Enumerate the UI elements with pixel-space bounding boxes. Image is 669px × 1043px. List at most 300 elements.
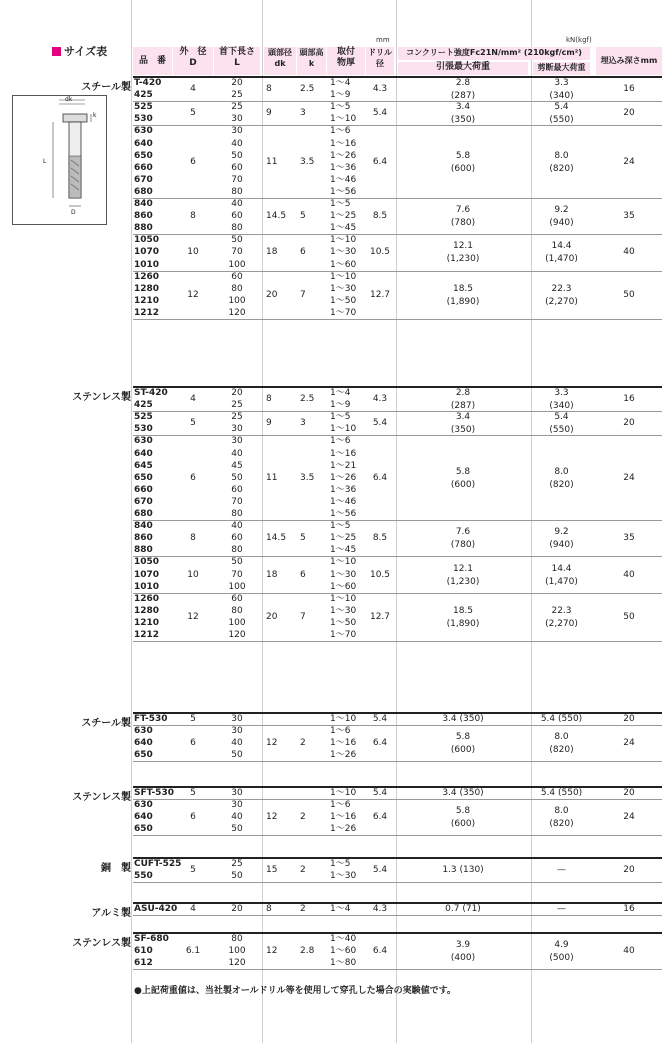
shear-value: 8.0	[554, 150, 569, 161]
length-value: 70	[231, 174, 243, 185]
section-end-rule	[133, 915, 662, 916]
tension-value: 5.8	[455, 466, 471, 477]
length-value: 25	[231, 90, 243, 101]
length-value: 70	[231, 496, 243, 507]
plate-thickness: 1〜30	[330, 871, 357, 882]
length-value: 80	[231, 223, 243, 234]
head-dia-value: 15	[266, 865, 278, 876]
tension-value: 7.6	[455, 527, 471, 538]
part-number: 670	[134, 496, 153, 507]
length-value: 25	[231, 859, 243, 869]
tension-value: 3.4	[455, 102, 471, 113]
plate-thickness: 1〜10	[330, 714, 357, 724]
length-value: 30	[231, 800, 243, 811]
length-value: 80	[231, 509, 243, 519]
plate-thickness: 1〜46	[330, 496, 357, 507]
shear-kgf: (550)	[549, 115, 574, 126]
length-value: 70	[231, 247, 243, 258]
head-height-value: 7	[300, 611, 306, 622]
section-rule	[133, 857, 662, 859]
plate-thickness: 1〜16	[330, 448, 357, 459]
head-dia-value: 12	[266, 946, 278, 957]
part-number: 630	[134, 436, 153, 447]
drill-value: 5.4	[372, 418, 388, 429]
embed-depth: 24	[623, 472, 635, 483]
section-category: ステンレス製	[72, 792, 131, 803]
part-number: 630	[134, 726, 153, 737]
shear-kgf: (1,470)	[545, 576, 578, 587]
diameter-value: 4	[190, 394, 196, 405]
plate-thickness: 1〜50	[330, 295, 357, 306]
part-number: 650	[134, 824, 153, 835]
length-value: 45	[231, 460, 243, 471]
unit-load: kN(kgf)	[566, 36, 592, 44]
header-length: 首下長さ L	[214, 47, 260, 75]
shear-kgf: (1,470)	[545, 254, 578, 265]
length-value: 100	[228, 259, 246, 270]
page-title: サイズ表	[52, 43, 107, 59]
plate-thickness: 1〜25	[330, 533, 357, 544]
head-height-value: 3	[300, 108, 306, 119]
part-number: 660	[134, 484, 153, 495]
drill-value: 6.4	[372, 472, 388, 483]
header-drill: ドリル 径	[366, 47, 394, 75]
part-number: 650	[134, 750, 153, 761]
section-category: スチール製	[81, 718, 131, 729]
shear-value: 5.4 (550)	[540, 714, 583, 725]
plate-thickness: 1〜10	[330, 114, 357, 125]
head-height-value: 2.5	[300, 84, 315, 95]
grid-line	[396, 0, 397, 1043]
tension-value: 5.8	[455, 150, 471, 161]
length-value: 40	[231, 448, 243, 459]
plate-thickness: 1〜4	[330, 78, 351, 88]
group-rule	[133, 234, 662, 235]
shear-kgf: (940)	[549, 540, 574, 551]
embed-depth: 16	[623, 904, 635, 915]
plate-thickness: 1〜36	[330, 162, 357, 173]
tension-kgf: (780)	[450, 218, 476, 229]
head-dia-value: 11	[266, 156, 278, 167]
diameter-value: 4	[190, 84, 196, 95]
head-dia-value: 14.5	[266, 533, 287, 544]
diameter-value: 4	[190, 904, 196, 915]
length-value: 30	[231, 114, 243, 125]
part-number: ASU-420	[134, 904, 178, 914]
part-number: 1050	[134, 235, 160, 246]
diameter-value: 6	[190, 472, 196, 483]
head-height-value: 2.5	[300, 394, 315, 405]
head-dia-value: 18	[266, 569, 278, 580]
length-value: 40	[231, 138, 243, 149]
section-category: アルミ製	[91, 908, 131, 919]
shear-kgf: (820)	[549, 163, 574, 174]
head-dia-value: 9	[266, 108, 272, 119]
length-value: 40	[231, 199, 243, 209]
section-end-rule	[133, 969, 662, 970]
shear-kgf: (940)	[549, 218, 574, 229]
group-rule	[133, 125, 662, 126]
head-dia-value: 8	[266, 394, 272, 405]
length-value: 80	[231, 545, 243, 556]
tension-value: 0.7 (71)	[445, 904, 481, 915]
header-plate: 取付 物厚	[327, 47, 365, 75]
diameter-value: 6.1	[185, 946, 201, 957]
tension-value: 18.5	[452, 283, 474, 294]
plate-thickness: 1〜6	[330, 800, 351, 811]
plate-thickness: 1〜5	[330, 199, 351, 209]
length-value: 100	[228, 295, 246, 306]
length-value: 30	[231, 126, 243, 137]
length-value: 120	[228, 630, 246, 640]
group-rule	[133, 556, 662, 557]
part-number: 640	[134, 448, 153, 459]
drill-value: 4.3	[372, 904, 388, 915]
length-value: 40	[231, 738, 243, 749]
shear-value: 22.3	[551, 605, 572, 616]
tension-value: 1.3 (130)	[442, 865, 484, 876]
part-number: 610	[134, 946, 153, 957]
header-diameter: 外 径 D	[173, 47, 213, 75]
plate-thickness: 1〜70	[330, 630, 357, 640]
part-number: 880	[134, 223, 153, 234]
part-number: 1010	[134, 259, 160, 270]
plate-thickness: 1〜4	[330, 388, 351, 398]
plate-thickness: 1〜40	[330, 934, 357, 944]
group-rule	[133, 435, 662, 436]
part-number: 1010	[134, 581, 160, 592]
head-height-value: 2	[300, 738, 306, 749]
plate-thickness: 1〜30	[330, 283, 357, 294]
plate-thickness: 1〜70	[330, 307, 357, 318]
embed-depth: 40	[623, 569, 635, 580]
embed-depth: 24	[623, 156, 635, 167]
length-value: 60	[231, 211, 243, 222]
tension-kgf: (1,230)	[446, 254, 480, 265]
part-number: 650	[134, 472, 153, 483]
part-number: 640	[134, 138, 153, 149]
part-number: 630	[134, 126, 153, 137]
embed-depth: 24	[623, 738, 635, 749]
length-value: 80	[231, 605, 243, 616]
head-height-value: 2	[300, 812, 306, 823]
part-number: 425	[134, 90, 153, 101]
length-value: 60	[231, 162, 243, 173]
length-value: 70	[231, 569, 243, 580]
head-height-value: 3	[300, 418, 306, 429]
section-category: ステンレス製	[72, 392, 131, 403]
tension-kgf: (350)	[450, 115, 476, 126]
length-value: 100	[228, 946, 246, 957]
plate-thickness: 1〜30	[330, 605, 357, 616]
length-value: 60	[231, 533, 243, 544]
plate-thickness: 1〜16	[330, 138, 357, 149]
part-number: 1260	[134, 593, 160, 604]
plate-thickness: 1〜26	[330, 824, 357, 835]
plate-thickness: 1〜60	[330, 259, 357, 270]
diameter-value: 5	[190, 788, 196, 799]
plate-thickness: 1〜45	[330, 545, 357, 556]
tension-kgf: (1,230)	[446, 576, 480, 587]
drill-value: 6.4	[372, 156, 388, 167]
head-height-value: 2	[300, 865, 306, 876]
part-number: 630	[134, 800, 153, 811]
length-value: 20	[231, 78, 243, 88]
drill-value: 8.5	[372, 211, 388, 222]
diameter-value: 5	[190, 418, 196, 429]
drill-value: 5.4	[372, 714, 388, 725]
part-number: 530	[134, 424, 153, 435]
anchor-diagram	[12, 95, 107, 225]
diagram-label-dk: dk	[65, 96, 73, 103]
plate-thickness: 1〜56	[330, 186, 357, 197]
shear-value: 8.0	[554, 466, 569, 477]
plate-thickness: 1〜6	[330, 126, 351, 137]
part-number: 1212	[134, 307, 160, 318]
plate-thickness: 1〜5	[330, 521, 351, 532]
tension-value: 3.4 (350)	[442, 714, 484, 725]
tension-kgf: (1,890)	[446, 618, 480, 629]
grid-line	[131, 0, 132, 1043]
plate-thickness: 1〜5	[330, 859, 351, 869]
group-rule	[133, 725, 662, 726]
part-number: 1280	[134, 605, 160, 616]
length-value: 25	[231, 102, 243, 113]
part-number: 880	[134, 545, 153, 556]
embed-depth: 20	[623, 418, 635, 429]
length-value: 60	[231, 593, 243, 604]
part-number: CUFT-525	[134, 859, 182, 869]
length-value: 50	[231, 871, 243, 882]
plate-thickness: 1〜6	[330, 436, 351, 447]
shear-kgf: (500)	[549, 953, 574, 964]
length-value: 50	[231, 472, 243, 483]
section-category: スチール製	[81, 82, 131, 93]
section-category: ステンレス製	[72, 938, 131, 949]
tension-value: 5.8	[455, 806, 471, 817]
tension-kgf: (780)	[450, 540, 476, 551]
drill-value: 5.4	[372, 108, 388, 119]
head-dia-value: 20	[266, 611, 278, 622]
plate-thickness: 1〜21	[330, 460, 357, 471]
embed-depth: 50	[623, 611, 635, 622]
plate-thickness: 1〜10	[330, 271, 357, 282]
length-value: 30	[231, 436, 243, 447]
head-dia-value: 8	[266, 84, 272, 95]
head-dia-value: 14.5	[266, 211, 287, 222]
diameter-value: 5	[190, 714, 196, 725]
part-number: 680	[134, 509, 153, 519]
plate-thickness: 1〜10	[330, 788, 357, 798]
header-shear: 剪断最大荷重	[533, 62, 590, 75]
length-value: 20	[231, 904, 243, 914]
plate-thickness: 1〜5	[330, 102, 351, 113]
drill-value: 5.4	[372, 788, 388, 799]
shear-value: 5.4 (550)	[540, 788, 583, 799]
tension-value: 3.4 (350)	[442, 788, 484, 799]
part-number: 550	[134, 871, 153, 882]
head-dia-value: 12	[266, 812, 278, 823]
plate-thickness: 1〜10	[330, 557, 357, 568]
length-value: 30	[231, 788, 243, 798]
length-value: 80	[231, 283, 243, 294]
part-number: 860	[134, 211, 153, 222]
shear-value: 8.0	[554, 806, 569, 817]
plate-thickness: 1〜26	[330, 472, 357, 483]
shear-value: 3.3	[554, 78, 569, 89]
plate-thickness: 1〜6	[330, 726, 351, 737]
plate-thickness: 1〜4	[330, 904, 351, 914]
part-number: 530	[134, 114, 153, 125]
part-number: 525	[134, 102, 153, 113]
part-number: 650	[134, 150, 153, 161]
section-end-rule	[133, 641, 662, 642]
drill-value: 6.4	[372, 812, 388, 823]
part-number: T-420	[134, 78, 162, 88]
length-value: 25	[231, 412, 243, 423]
plate-thickness: 1〜60	[330, 946, 357, 957]
length-value: 60	[231, 484, 243, 495]
part-number: 612	[134, 958, 153, 969]
embed-depth: 24	[623, 812, 635, 823]
head-dia-value: 11	[266, 472, 278, 483]
head-height-value: 5	[300, 211, 306, 222]
tension-kgf: (287)	[450, 91, 476, 102]
part-number: 680	[134, 186, 153, 197]
part-number: 1070	[134, 569, 160, 580]
plate-thickness: 1〜5	[330, 412, 351, 423]
diagram-label-l: L	[43, 158, 47, 165]
tension-kgf: (600)	[450, 745, 476, 756]
embed-depth: 20	[623, 865, 635, 876]
part-number: 640	[134, 812, 153, 823]
header-head-height: 頭部高 k	[297, 47, 326, 75]
drill-value: 6.4	[372, 946, 388, 957]
length-value: 30	[231, 726, 243, 737]
header-embed: 埋込み深さmm	[596, 47, 662, 75]
length-value: 100	[228, 581, 246, 592]
group-rule	[133, 271, 662, 272]
embed-depth: 50	[623, 289, 635, 300]
diameter-value: 8	[190, 533, 196, 544]
drill-value: 6.4	[372, 738, 388, 749]
length-value: 30	[231, 424, 243, 435]
embed-depth: 16	[623, 84, 635, 95]
shear-value: 4.9	[554, 940, 569, 951]
shear-value: 9.2	[554, 527, 569, 538]
length-value: 30	[231, 714, 243, 724]
length-value: 120	[228, 307, 246, 318]
drill-value: 5.4	[372, 865, 388, 876]
tension-value: 12.1	[452, 241, 474, 252]
plate-thickness: 1〜46	[330, 174, 357, 185]
length-value: 100	[228, 617, 246, 628]
part-number: 670	[134, 174, 153, 185]
head-height-value: 3.5	[300, 156, 315, 167]
head-height-value: 3.5	[300, 472, 315, 483]
plate-thickness: 1〜25	[330, 211, 357, 222]
length-value: 20	[231, 388, 243, 398]
plate-thickness: 1〜36	[330, 484, 357, 495]
shear-value: 14.4	[551, 241, 572, 252]
head-dia-value: 9	[266, 418, 272, 429]
header-tension: 引張最大荷重	[398, 62, 528, 75]
shear-kgf: (340)	[549, 401, 574, 412]
group-rule	[133, 593, 662, 594]
tension-kgf: (600)	[450, 819, 476, 830]
part-number: 525	[134, 412, 153, 423]
tension-kgf: (600)	[450, 479, 476, 490]
plate-thickness: 1〜30	[330, 247, 357, 258]
plate-thickness: 1〜10	[330, 593, 357, 604]
header-concrete: コンクリート強度Fc21N/mm² (210kgf/cm²)	[398, 47, 590, 60]
plate-thickness: 1〜45	[330, 223, 357, 234]
section-end-rule	[133, 761, 662, 762]
embed-depth: 35	[623, 533, 635, 544]
plate-thickness: 1〜10	[330, 235, 357, 246]
tension-kgf: (350)	[450, 425, 476, 436]
length-value: 40	[231, 521, 243, 532]
length-value: 50	[231, 150, 243, 161]
part-number: SFT-530	[134, 788, 174, 798]
length-value: 80	[231, 186, 243, 197]
part-number: 1210	[134, 617, 160, 628]
tension-value: 7.6	[455, 205, 471, 216]
part-number: 425	[134, 400, 153, 411]
tension-value: 2.8	[455, 388, 471, 399]
shear-value: 5.4	[554, 102, 569, 113]
length-value: 50	[231, 750, 243, 761]
section-end-rule	[133, 319, 662, 320]
plate-thickness: 1〜26	[330, 750, 357, 761]
embed-depth: 35	[623, 211, 635, 222]
length-value: 60	[231, 271, 243, 282]
part-number: 660	[134, 162, 153, 173]
shear-value: —	[557, 865, 566, 876]
diameter-value: 10	[187, 569, 199, 580]
part-number: 640	[134, 738, 153, 749]
section-rule	[133, 932, 662, 934]
shear-kgf: (550)	[549, 425, 574, 436]
tension-kgf: (600)	[450, 163, 476, 174]
shear-kgf: (820)	[549, 479, 574, 490]
section-category: 銅 製	[101, 863, 131, 874]
header-head-dia: 頭部径 dk	[264, 47, 296, 75]
unit-mm: mm	[376, 36, 390, 44]
part-number: SF-680	[134, 934, 169, 944]
head-height-value: 2	[300, 904, 306, 915]
head-height-value: 2.8	[300, 946, 315, 957]
plate-thickness: 1〜9	[330, 400, 351, 411]
head-height-value: 7	[300, 289, 306, 300]
diameter-value: 12	[187, 611, 199, 622]
shear-value: 14.4	[551, 563, 572, 574]
diameter-value: 6	[190, 156, 196, 167]
drill-value: 8.5	[372, 533, 388, 544]
part-number: 1050	[134, 557, 160, 568]
header-part: 品 番	[133, 47, 172, 75]
plate-thickness: 1〜9	[330, 90, 351, 101]
footnote: ●上記荷重値は、当社製オールドリル等を使用して穿孔した場合の実験値です。	[134, 986, 456, 996]
shear-value: 3.3	[554, 388, 569, 399]
head-height-value: 6	[300, 247, 306, 258]
head-dia-value: 12	[266, 738, 278, 749]
plate-thickness: 1〜10	[330, 424, 357, 435]
group-rule	[133, 799, 662, 800]
part-number: 840	[134, 521, 153, 532]
embed-depth: 16	[623, 394, 635, 405]
embed-depth: 40	[623, 946, 635, 957]
